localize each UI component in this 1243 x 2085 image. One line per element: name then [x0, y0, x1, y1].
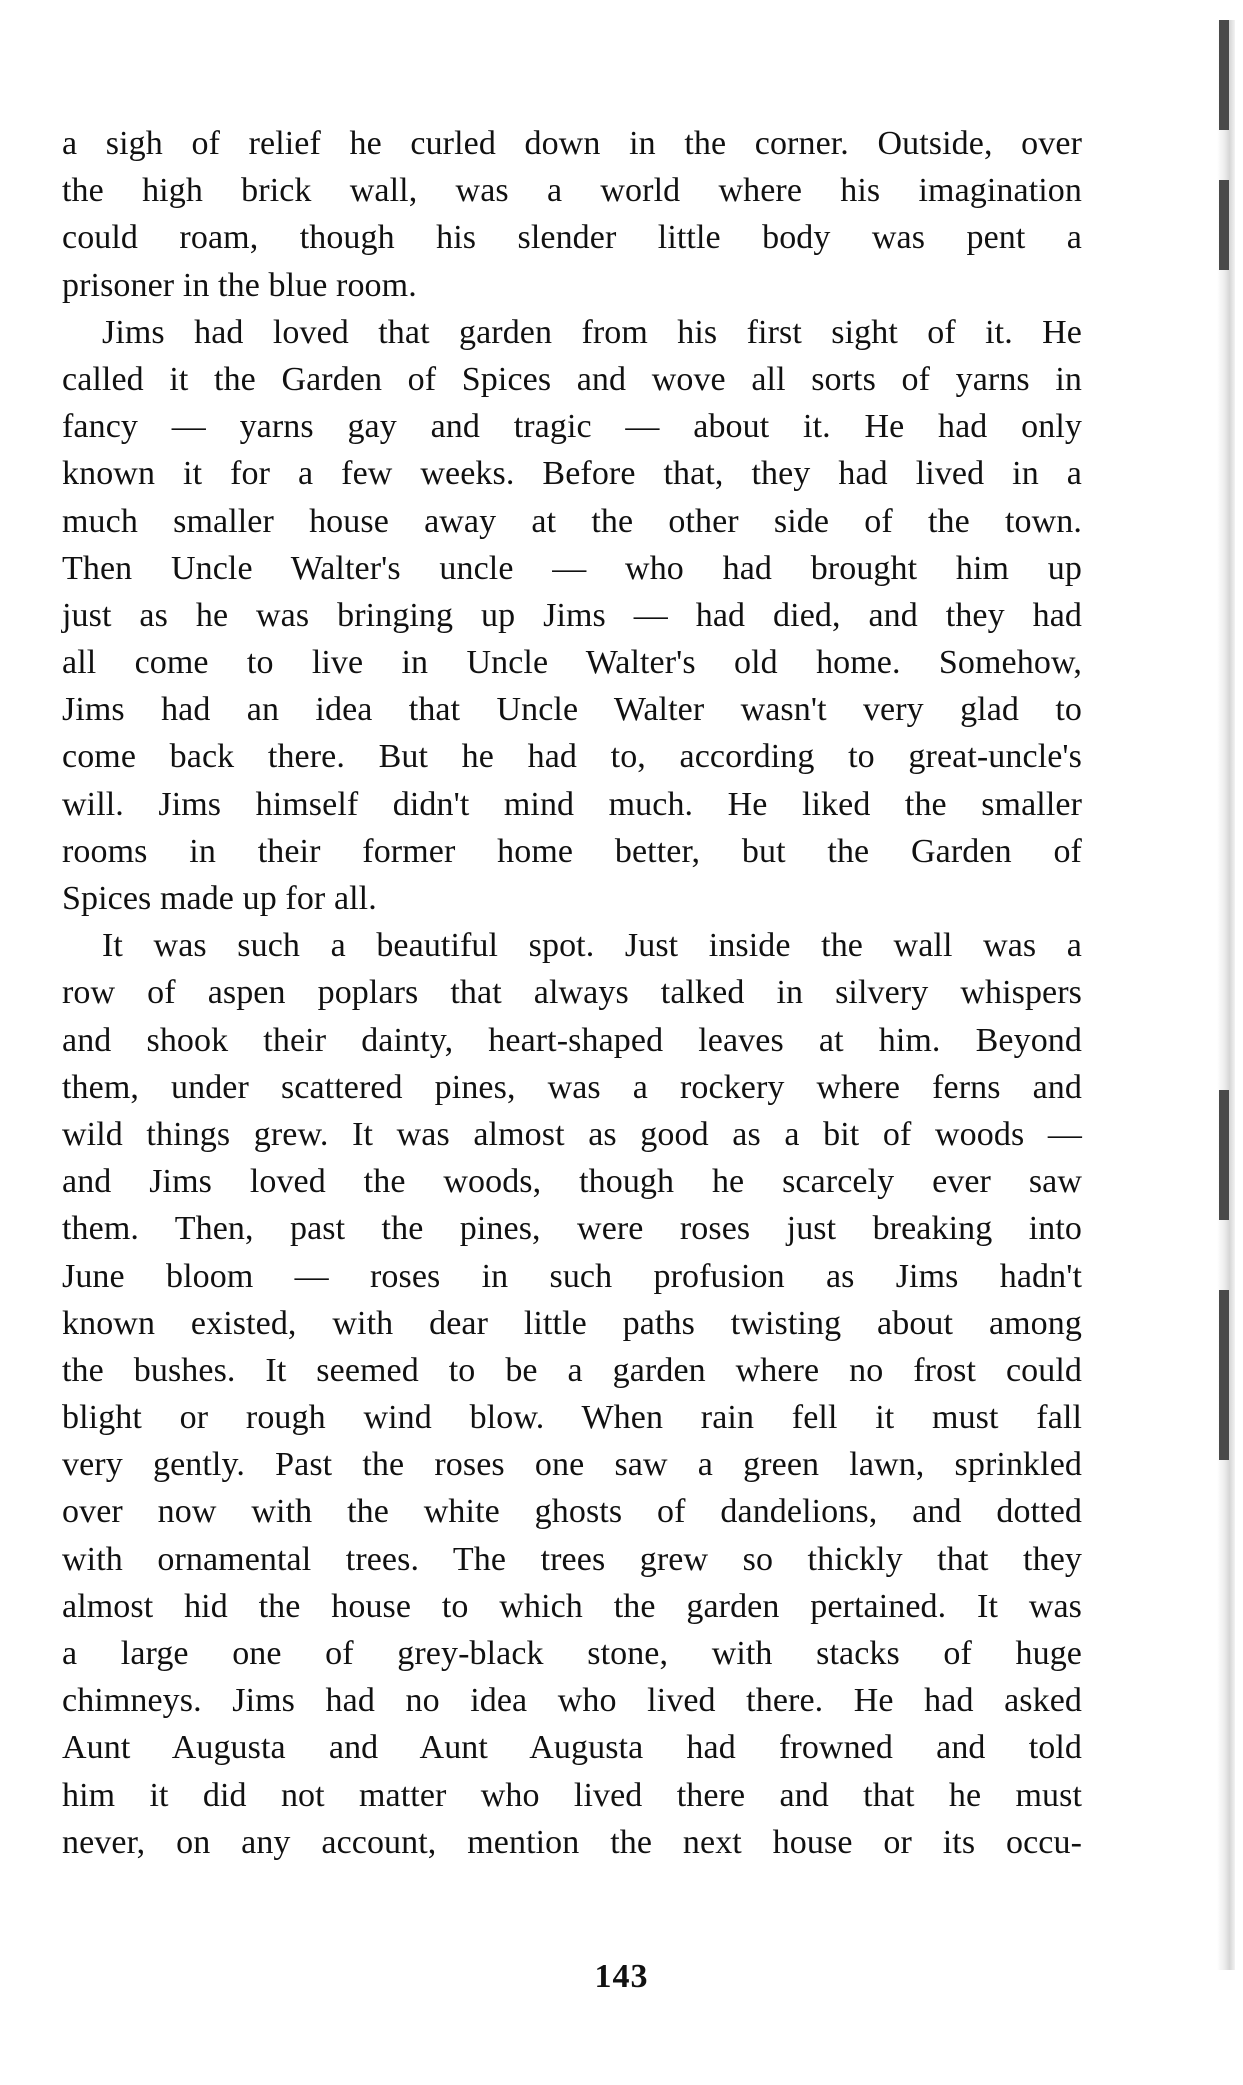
text-line: will. Jims himself didn't mind much. He liked the smaller [62, 785, 1082, 823]
text-line: chimneys. Jims had no idea who lived there. He had asked [62, 1682, 1082, 1720]
text-line: Jims had loved that garden from his first sight of it. He [102, 313, 1082, 351]
text-line: rooms in their former home better, but the Garden of [62, 832, 1082, 870]
text-line: fancy — yarns gay and tragic — about it. He had only [62, 408, 1082, 446]
text-line: Jims had an idea that Uncle Walter wasn't very glad to [62, 691, 1082, 729]
text-line: and shook their dainty, heart-shaped leaves at him. Beyond [62, 1021, 1082, 1059]
text-line: them, under scattered pines, was a rockery where ferns and [62, 1068, 1082, 1106]
page-number: 143 [594, 1958, 649, 1995]
text-line: come back there. But he had to, according to great-uncle's [62, 738, 1082, 776]
text-line: Aunt Augusta and Aunt Augusta had frowned and told [62, 1729, 1082, 1767]
text-line: row of aspen poplars that always talked in silvery whispers [62, 974, 1082, 1012]
text-line: June bloom — roses in such profusion as Jims hadn't [62, 1257, 1082, 1295]
text-line: prisoner in the blue room. [62, 266, 417, 304]
text-line: wild things grew. It was almost as good as a bit of woods — [62, 1115, 1082, 1153]
text-line: known it for a few weeks. Before that, they had lived in a [62, 455, 1082, 493]
text-line: blight or rough wind blow. When rain fell it must fall [62, 1399, 1082, 1437]
text-line: with ornamental trees. The trees grew so thickly that they [62, 1540, 1082, 1578]
text-line: the high brick wall, was a world where his imagination [62, 172, 1082, 210]
binding-shadow-mark [1219, 1090, 1229, 1220]
page-binding-edge [1217, 20, 1235, 1970]
text-line: Then Uncle Walter's uncle — who had brought him up [62, 549, 1082, 587]
text-line: all come to live in Uncle Walter's old home. Somehow, [62, 644, 1082, 682]
text-line: and Jims loved the woods, though he scarcely ever saw [62, 1163, 1082, 1201]
text-line: never, on any account, mention the next house or its occu- [62, 1823, 1082, 1861]
text-line: the bushes. It seemed to be a garden where no frost could [62, 1351, 1082, 1389]
text-line: known existed, with dear little paths twisting about among [62, 1304, 1082, 1342]
binding-shadow-mark [1219, 1290, 1229, 1460]
binding-shadow-mark [1219, 180, 1229, 270]
text-line: them. Then, past the pines, were roses just breaking into [62, 1210, 1082, 1248]
text-line: almost hid the house to which the garden pertained. It was [62, 1587, 1082, 1625]
text-line: a sigh of relief he curled down in the corner. Outside, over [62, 125, 1082, 162]
text-line: very gently. Past the roses one saw a green lawn, sprinkled [62, 1446, 1082, 1484]
text-line: called it the Garden of Spices and wove all sorts of yarns in [62, 360, 1082, 398]
text-line: him it did not matter who lived there and that he must [62, 1776, 1082, 1814]
text-line: just as he was bringing up Jims — had died, and they had [62, 596, 1082, 634]
body-text [62, 120, 1082, 1866]
text-line: over now with the white ghosts of dandelions, and dotted [62, 1493, 1082, 1531]
binding-shadow-mark [1219, 20, 1229, 130]
text-line: a large one of grey-black stone, with stacks of huge [62, 1635, 1082, 1672]
text-line: could roam, though his slender little body was pent a [62, 219, 1082, 257]
text-line: much smaller house away at the other side of the town. [62, 502, 1082, 540]
text-line: It was such a beautiful spot. Just inside the wall was a [102, 927, 1082, 965]
text-line: Spices made up for all. [62, 880, 377, 917]
